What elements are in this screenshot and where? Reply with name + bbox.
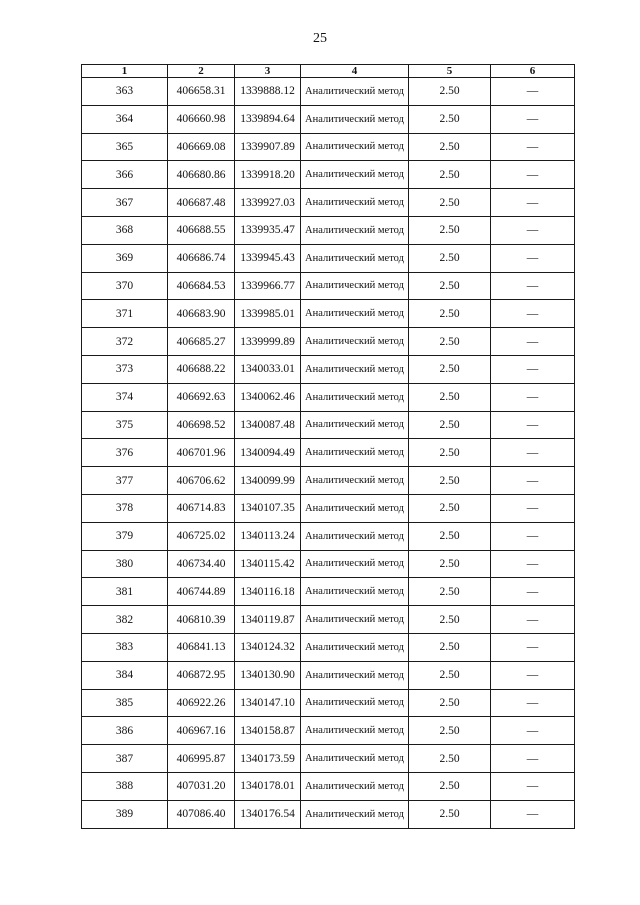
note-cell: — (491, 133, 575, 161)
point-number-cell: 376 (82, 439, 168, 467)
accuracy-cell: 2.50 (409, 606, 491, 634)
x-coordinate-cell: 406684.53 (168, 272, 235, 300)
table-row (82, 522, 575, 550)
x-coordinate-cell: 406660.98 (168, 105, 235, 133)
method-cell: Аналитический метод (301, 522, 409, 550)
x-coordinate-cell: 406680.86 (168, 161, 235, 189)
y-coordinate-cell: 1339888.12 (235, 78, 301, 106)
point-number-cell: 374 (82, 383, 168, 411)
accuracy-cell: 2.50 (409, 717, 491, 745)
accuracy-cell: 2.50 (409, 772, 491, 800)
accuracy-cell: 2.50 (409, 272, 491, 300)
point-number-cell: 388 (82, 772, 168, 800)
method-cell: Аналитический метод (301, 745, 409, 773)
table-body (82, 78, 575, 829)
note-cell: — (491, 606, 575, 634)
y-coordinate-cell: 1340119.87 (235, 606, 301, 634)
x-coordinate-cell: 406841.13 (168, 633, 235, 661)
note-cell: — (491, 578, 575, 606)
coordinates-table (81, 64, 575, 829)
column-header-5: 5 (409, 65, 491, 78)
accuracy-cell: 2.50 (409, 244, 491, 272)
note-cell: — (491, 272, 575, 300)
x-coordinate-cell: 406685.27 (168, 328, 235, 356)
y-coordinate-cell: 1340124.32 (235, 633, 301, 661)
note-cell: — (491, 772, 575, 800)
accuracy-cell: 2.50 (409, 439, 491, 467)
x-coordinate-cell: 406698.52 (168, 411, 235, 439)
y-coordinate-cell: 1340173.59 (235, 745, 301, 773)
y-coordinate-cell: 1339966.77 (235, 272, 301, 300)
table-row (82, 216, 575, 244)
note-cell: — (491, 383, 575, 411)
method-cell: Аналитический метод (301, 328, 409, 356)
x-coordinate-cell: 406714.83 (168, 494, 235, 522)
point-number-cell: 372 (82, 328, 168, 356)
point-number-cell: 380 (82, 550, 168, 578)
method-cell: Аналитический метод (301, 189, 409, 217)
column-header-6: 6 (491, 65, 575, 78)
note-cell: — (491, 216, 575, 244)
y-coordinate-cell: 1340107.35 (235, 494, 301, 522)
accuracy-cell: 2.50 (409, 105, 491, 133)
method-cell: Аналитический метод (301, 772, 409, 800)
page-number: 25 (313, 31, 327, 46)
x-coordinate-cell: 406725.02 (168, 522, 235, 550)
x-coordinate-cell: 406922.26 (168, 689, 235, 717)
point-number-cell: 381 (82, 578, 168, 606)
table-row (82, 244, 575, 272)
method-cell: Аналитический метод (301, 578, 409, 606)
x-coordinate-cell: 406688.22 (168, 355, 235, 383)
accuracy-cell: 2.50 (409, 745, 491, 773)
table-row (82, 745, 575, 773)
table-row (82, 467, 575, 495)
table-row (82, 689, 575, 717)
y-coordinate-cell: 1340115.42 (235, 550, 301, 578)
method-cell: Аналитический метод (301, 78, 409, 106)
point-number-cell: 384 (82, 661, 168, 689)
point-number-cell: 379 (82, 522, 168, 550)
point-number-cell: 365 (82, 133, 168, 161)
point-number-cell: 383 (82, 633, 168, 661)
table-row (82, 355, 575, 383)
note-cell: — (491, 244, 575, 272)
accuracy-cell: 2.50 (409, 161, 491, 189)
accuracy-cell: 2.50 (409, 355, 491, 383)
y-coordinate-cell: 1340178.01 (235, 772, 301, 800)
column-header-2: 2 (168, 65, 235, 78)
table-row (82, 772, 575, 800)
table-row (82, 105, 575, 133)
x-coordinate-cell: 406810.39 (168, 606, 235, 634)
note-cell: — (491, 745, 575, 773)
method-cell: Аналитический метод (301, 105, 409, 133)
point-number-cell: 368 (82, 216, 168, 244)
y-coordinate-cell: 1339945.43 (235, 244, 301, 272)
x-coordinate-cell: 406692.63 (168, 383, 235, 411)
table-row (82, 328, 575, 356)
point-number-cell: 378 (82, 494, 168, 522)
method-cell: Аналитический метод (301, 689, 409, 717)
method-cell: Аналитический метод (301, 633, 409, 661)
accuracy-cell: 2.50 (409, 411, 491, 439)
point-number-cell: 363 (82, 78, 168, 106)
method-cell: Аналитический метод (301, 300, 409, 328)
accuracy-cell: 2.50 (409, 189, 491, 217)
table-row (82, 411, 575, 439)
y-coordinate-cell: 1339907.89 (235, 133, 301, 161)
method-cell: Аналитический метод (301, 133, 409, 161)
accuracy-cell: 2.50 (409, 661, 491, 689)
note-cell: — (491, 689, 575, 717)
y-coordinate-cell: 1339927.03 (235, 189, 301, 217)
note-cell: — (491, 439, 575, 467)
x-coordinate-cell: 406683.90 (168, 300, 235, 328)
table-row (82, 383, 575, 411)
accuracy-cell: 2.50 (409, 216, 491, 244)
note-cell: — (491, 300, 575, 328)
x-coordinate-cell: 406669.08 (168, 133, 235, 161)
accuracy-cell: 2.50 (409, 383, 491, 411)
x-coordinate-cell: 406687.48 (168, 189, 235, 217)
method-cell: Аналитический метод (301, 411, 409, 439)
point-number-cell: 373 (82, 355, 168, 383)
note-cell: — (491, 661, 575, 689)
point-number-cell: 385 (82, 689, 168, 717)
y-coordinate-cell: 1339918.20 (235, 161, 301, 189)
y-coordinate-cell: 1340099.99 (235, 467, 301, 495)
column-header-4: 4 (301, 65, 409, 78)
x-coordinate-cell: 406688.55 (168, 216, 235, 244)
method-cell: Аналитический метод (301, 216, 409, 244)
point-number-cell: 367 (82, 189, 168, 217)
method-cell: Аналитический метод (301, 606, 409, 634)
accuracy-cell: 2.50 (409, 78, 491, 106)
table-row (82, 133, 575, 161)
x-coordinate-cell: 406658.31 (168, 78, 235, 106)
y-coordinate-cell: 1340147.10 (235, 689, 301, 717)
table-row (82, 578, 575, 606)
point-number-cell: 386 (82, 717, 168, 745)
method-cell: Аналитический метод (301, 383, 409, 411)
method-cell: Аналитический метод (301, 550, 409, 578)
note-cell: — (491, 189, 575, 217)
x-coordinate-cell: 406706.62 (168, 467, 235, 495)
accuracy-cell: 2.50 (409, 689, 491, 717)
accuracy-cell: 2.50 (409, 522, 491, 550)
x-coordinate-cell: 406734.40 (168, 550, 235, 578)
note-cell: — (491, 633, 575, 661)
y-coordinate-cell: 1339985.01 (235, 300, 301, 328)
y-coordinate-cell: 1339999.89 (235, 328, 301, 356)
method-cell: Аналитический метод (301, 717, 409, 745)
x-coordinate-cell: 406701.96 (168, 439, 235, 467)
accuracy-cell: 2.50 (409, 328, 491, 356)
y-coordinate-cell: 1340062.46 (235, 383, 301, 411)
table-row (82, 717, 575, 745)
method-cell: Аналитический метод (301, 467, 409, 495)
note-cell: — (491, 800, 575, 828)
accuracy-cell: 2.50 (409, 467, 491, 495)
header-row (82, 65, 575, 78)
accuracy-cell: 2.50 (409, 133, 491, 161)
point-number-cell: 366 (82, 161, 168, 189)
table-row (82, 606, 575, 634)
accuracy-cell: 2.50 (409, 578, 491, 606)
x-coordinate-cell: 406995.87 (168, 745, 235, 773)
y-coordinate-cell: 1339894.64 (235, 105, 301, 133)
method-cell: Аналитический метод (301, 244, 409, 272)
method-cell: Аналитический метод (301, 161, 409, 189)
method-cell: Аналитический метод (301, 272, 409, 300)
y-coordinate-cell: 1340158.87 (235, 717, 301, 745)
column-header-1: 1 (82, 65, 168, 78)
y-coordinate-cell: 1340094.49 (235, 439, 301, 467)
x-coordinate-cell: 406686.74 (168, 244, 235, 272)
point-number-cell: 382 (82, 606, 168, 634)
note-cell: — (491, 78, 575, 106)
note-cell: — (491, 522, 575, 550)
point-number-cell: 377 (82, 467, 168, 495)
x-coordinate-cell: 407031.20 (168, 772, 235, 800)
method-cell: Аналитический метод (301, 800, 409, 828)
note-cell: — (491, 550, 575, 578)
y-coordinate-cell: 1339935.47 (235, 216, 301, 244)
note-cell: — (491, 467, 575, 495)
table-row (82, 800, 575, 828)
table-row (82, 661, 575, 689)
table-header (82, 65, 575, 78)
note-cell: — (491, 494, 575, 522)
accuracy-cell: 2.50 (409, 300, 491, 328)
table-row (82, 494, 575, 522)
accuracy-cell: 2.50 (409, 633, 491, 661)
table-row (82, 272, 575, 300)
point-number-cell: 370 (82, 272, 168, 300)
table-row (82, 550, 575, 578)
method-cell: Аналитический метод (301, 661, 409, 689)
note-cell: — (491, 717, 575, 745)
x-coordinate-cell: 406967.16 (168, 717, 235, 745)
x-coordinate-cell: 406744.89 (168, 578, 235, 606)
y-coordinate-cell: 1340087.48 (235, 411, 301, 439)
point-number-cell: 375 (82, 411, 168, 439)
table-row (82, 300, 575, 328)
accuracy-cell: 2.50 (409, 800, 491, 828)
y-coordinate-cell: 1340176.54 (235, 800, 301, 828)
point-number-cell: 364 (82, 105, 168, 133)
table-row (82, 439, 575, 467)
y-coordinate-cell: 1340113.24 (235, 522, 301, 550)
accuracy-cell: 2.50 (409, 494, 491, 522)
y-coordinate-cell: 1340130.90 (235, 661, 301, 689)
table-row (82, 78, 575, 106)
point-number-cell: 371 (82, 300, 168, 328)
note-cell: — (491, 328, 575, 356)
y-coordinate-cell: 1340116.18 (235, 578, 301, 606)
method-cell: Аналитический метод (301, 355, 409, 383)
method-cell: Аналитический метод (301, 494, 409, 522)
point-number-cell: 387 (82, 745, 168, 773)
x-coordinate-cell: 406872.95 (168, 661, 235, 689)
x-coordinate-cell: 407086.40 (168, 800, 235, 828)
table-row (82, 189, 575, 217)
table-row (82, 161, 575, 189)
table-row (82, 633, 575, 661)
method-cell: Аналитический метод (301, 439, 409, 467)
note-cell: — (491, 105, 575, 133)
note-cell: — (491, 411, 575, 439)
note-cell: — (491, 161, 575, 189)
accuracy-cell: 2.50 (409, 550, 491, 578)
point-number-cell: 389 (82, 800, 168, 828)
column-header-3: 3 (235, 65, 301, 78)
point-number-cell: 369 (82, 244, 168, 272)
y-coordinate-cell: 1340033.01 (235, 355, 301, 383)
note-cell: — (491, 355, 575, 383)
